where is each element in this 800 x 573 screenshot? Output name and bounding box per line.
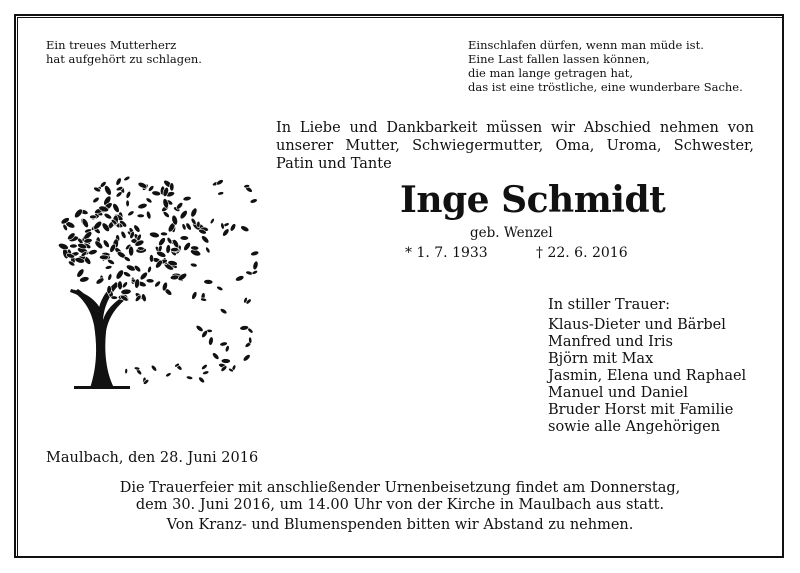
mourner-line: Manfred und Iris bbox=[548, 334, 673, 350]
place-date: Maulbach, den 28. Juni 2016 bbox=[46, 450, 259, 466]
poem-right-line: Eine Last fallen lassen können, bbox=[468, 52, 650, 66]
poem-right-line: die man lange getragen hat, bbox=[468, 66, 633, 80]
poem-left-line: Ein treues Mutterherz bbox=[46, 38, 177, 52]
mourner-line: Klaus-Dieter und Bärbel bbox=[548, 317, 726, 333]
farewell-intro: In Liebe und Dankbarkeit müssen wir Abschied nehmen von unserer Mutter, Schwiegermutter, Oma, Uroma, Schwester, Patin und Tante bbox=[276, 120, 754, 172]
birth-date: * 1. 7. 1933 bbox=[405, 245, 488, 261]
poem-left-line: hat aufgehört zu schlagen. bbox=[46, 52, 202, 66]
mourner-line: sowie alle Angehörigen bbox=[548, 419, 721, 435]
poem-right bbox=[468, 38, 743, 94]
poem-left bbox=[46, 38, 202, 66]
mourner-line: Jasmin, Elena und Raphael bbox=[548, 368, 747, 384]
funeral-line: dem 30. Juni 2016, um 14.00 Uhr von der Kirche in Maulbach aus statt. bbox=[135, 497, 665, 513]
death-date: † 22. 6. 2016 bbox=[536, 245, 628, 261]
mourner-line: Bruder Horst mit Familie bbox=[548, 402, 734, 418]
maiden-name: geb. Wenzel bbox=[470, 225, 553, 241]
mourners-heading: In stiller Trauer: bbox=[548, 297, 670, 313]
mourner-line: Björn mit Max bbox=[548, 351, 654, 367]
funeral-line: Die Trauerfeier mit anschließender Urnenbeisetzung findet am Donnerstag, bbox=[119, 480, 681, 496]
poem-right-line: Einschlafen dürfen, wenn man müde ist. bbox=[468, 38, 704, 52]
deceased-name: Inge Schmidt bbox=[400, 179, 666, 221]
windblown-tree-icon bbox=[44, 160, 259, 390]
mourners-list bbox=[548, 297, 746, 436]
mourner-line: Manuel und Daniel bbox=[548, 385, 689, 401]
poem-right-line: das ist eine tröstliche, eine wunderbare Sache. bbox=[468, 80, 743, 94]
funeral-notice bbox=[40, 480, 760, 534]
funeral-line: Von Kranz- und Blumenspenden bitten wir Abstand zu nehmen. bbox=[166, 517, 634, 533]
